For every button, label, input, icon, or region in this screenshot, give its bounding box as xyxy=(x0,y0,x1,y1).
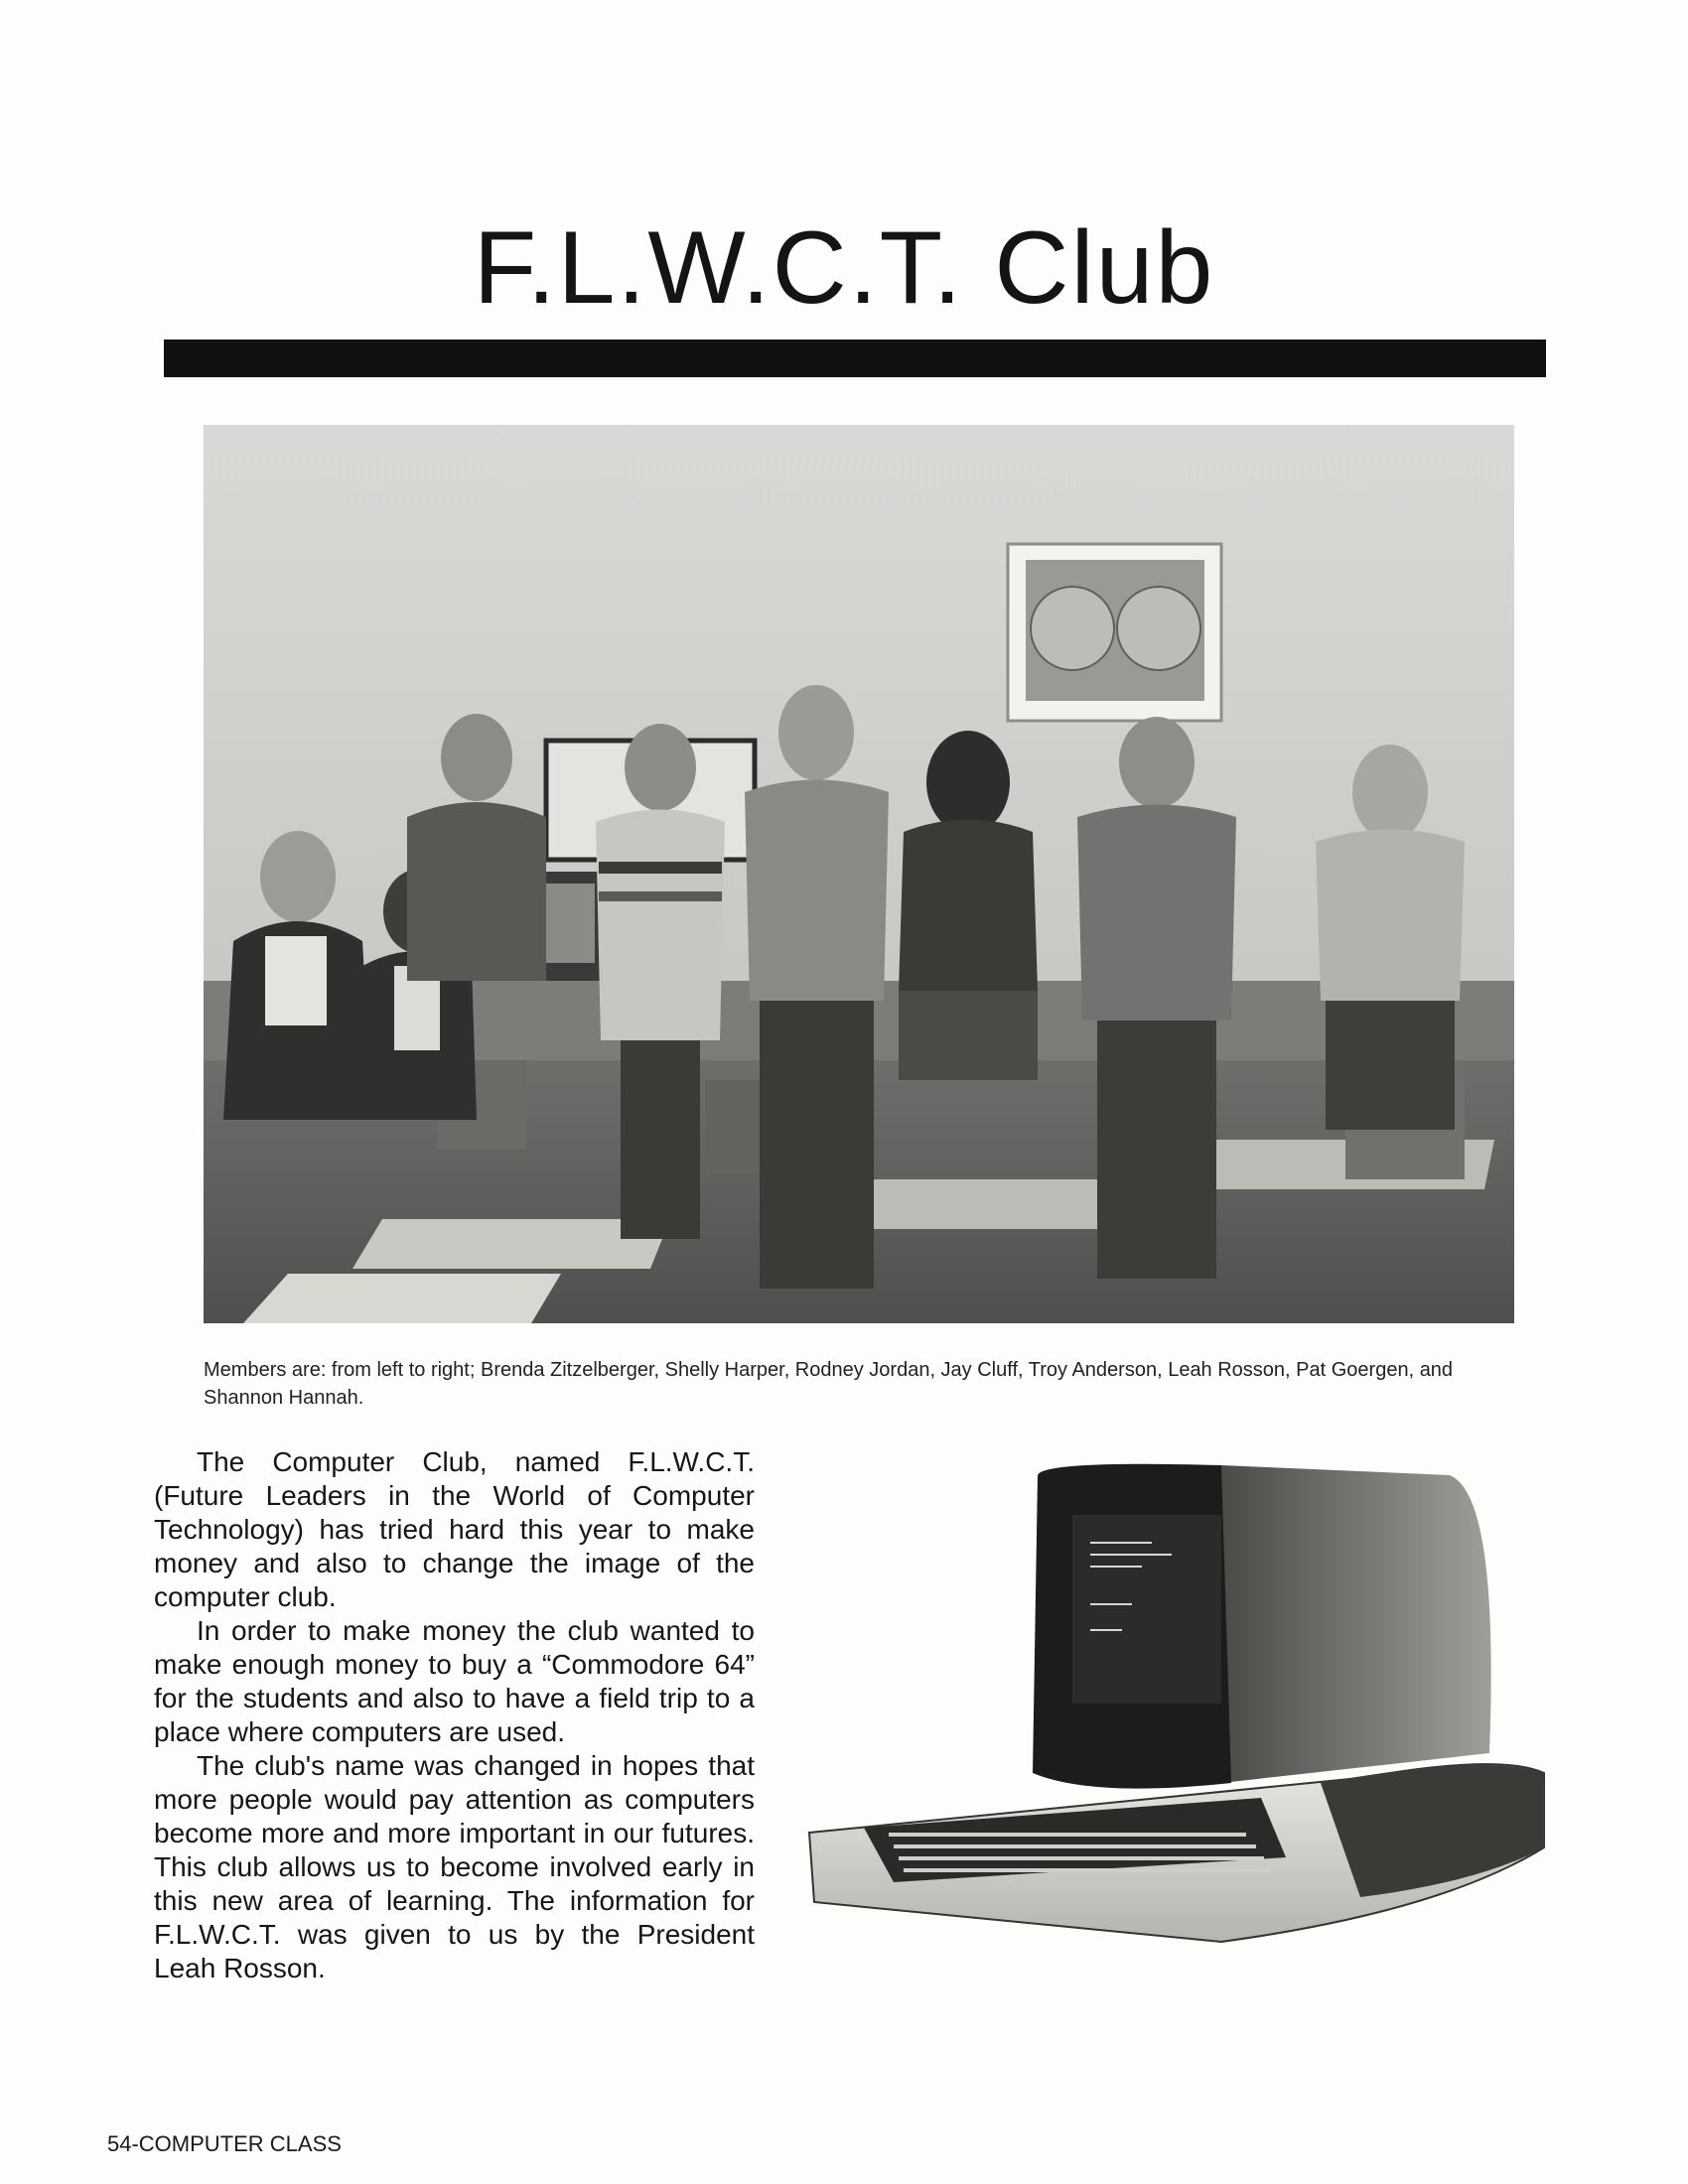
article-paragraph: In order to make money the club wanted to make enough money to buy a “Commodore 64” for the students and also to have a field trip to a place where computers are used. xyxy=(154,1615,755,1747)
title-rule xyxy=(164,340,1546,377)
computer-photo xyxy=(804,1455,1559,1967)
page-title: F.L.W.C.T. Club xyxy=(473,210,1215,326)
article-paragraph: The Computer Club, named F.L.W.C.T. (Future Leaders in the World of Computer Technology) has tried hard this year to make money and also to change the image of the computer club. xyxy=(154,1446,755,1612)
article-body xyxy=(154,1445,755,1985)
club-group-photo xyxy=(204,425,1514,1323)
article-paragraph: The club's name was changed in hopes that more people would pay attention as computers become more and more important in our futures. This club allows us to become involved early in this new area of learning. The information for F.L.W.C.T. was given to us by the President Leah Rosson. xyxy=(154,1750,755,1983)
photo-caption: Members are: from left to right; Brenda Zitzelberger, Shelly Harper, Rodney Jordan, Jay Cluff, Troy Anderson, Leah Rosson, Pat Goergen, and Shannon Hannah. xyxy=(204,1359,1454,1409)
page-folio: 54-COMPUTER CLASS xyxy=(107,2131,342,2156)
